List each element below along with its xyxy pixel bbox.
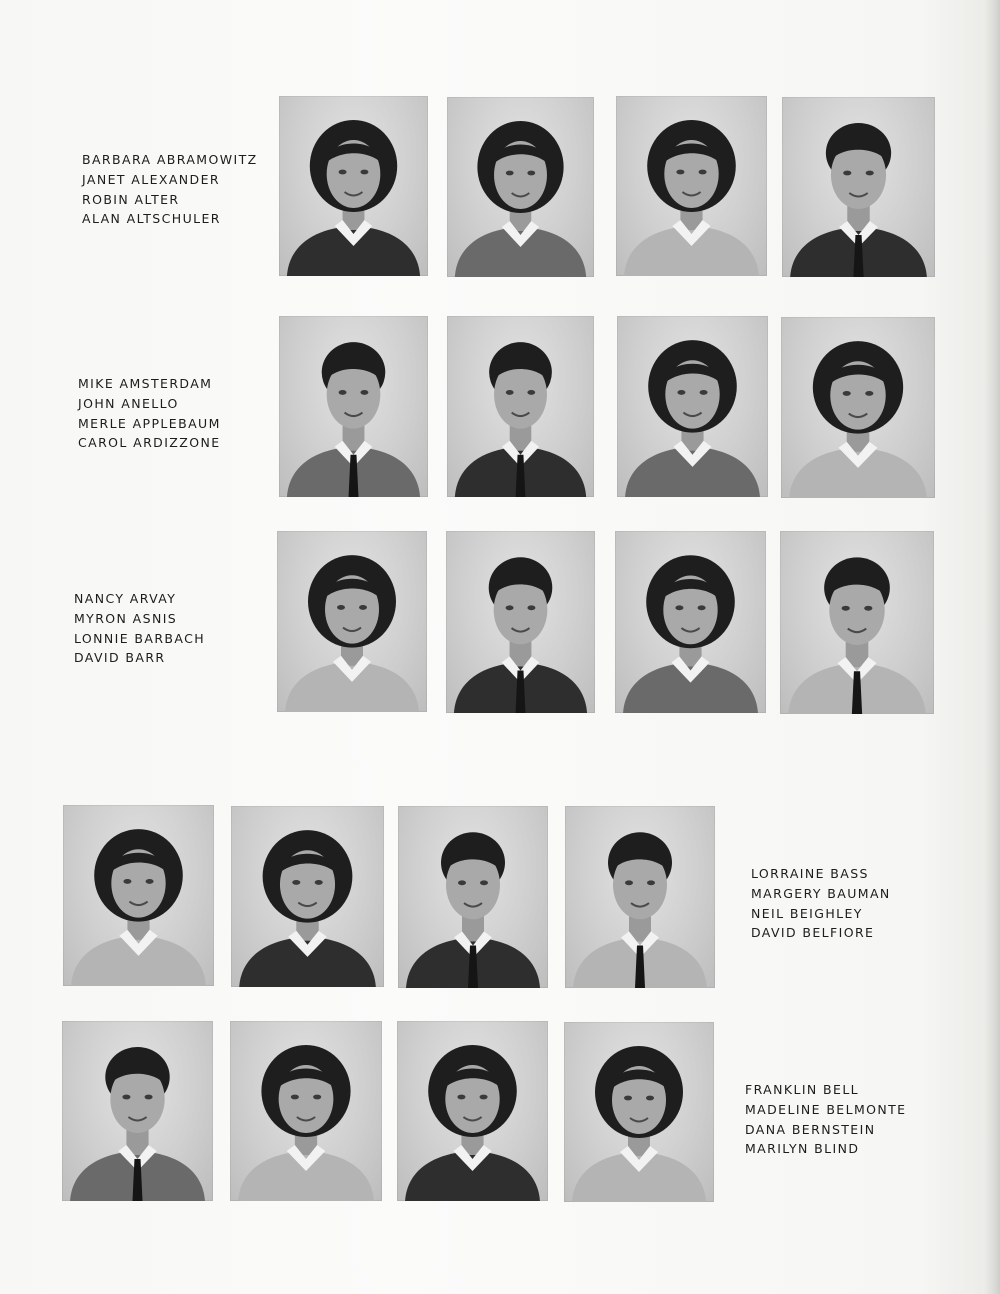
student-portrait xyxy=(781,317,935,498)
student-name: MADELINE BELMONTE xyxy=(745,1101,907,1117)
student-name: MARGERY BAUMAN xyxy=(751,885,891,901)
student-portrait xyxy=(279,316,428,497)
student-name: NEIL BEIGHLEY xyxy=(751,905,863,921)
student-portrait xyxy=(447,97,594,277)
student-name: DANA BERNSTEIN xyxy=(745,1121,876,1137)
student-name: LONNIE BARBACH xyxy=(74,630,206,646)
student-portrait xyxy=(447,316,594,497)
student-name: JANET ALEXANDER xyxy=(82,171,220,187)
student-name: MYRON ASNIS xyxy=(74,610,178,626)
student-portrait xyxy=(63,805,214,986)
page-edge-shadow xyxy=(984,0,1000,1294)
student-portrait xyxy=(617,316,768,497)
student-name: CAROL ARDIZZONE xyxy=(78,435,221,451)
student-portrait xyxy=(616,96,767,276)
student-name: MERLE APPLEBAUM xyxy=(78,415,221,431)
student-portrait xyxy=(615,531,766,713)
student-portrait xyxy=(398,806,548,988)
name-list xyxy=(78,374,221,453)
student-portrait xyxy=(279,96,428,276)
student-portrait xyxy=(231,806,384,987)
student-portrait xyxy=(780,531,934,714)
student-name: FRANKLIN BELL xyxy=(745,1082,860,1097)
student-name: MARILYN BLIND xyxy=(745,1141,860,1157)
name-list xyxy=(745,1080,906,1159)
student-name: ALAN ALTSCHULER xyxy=(82,211,221,227)
student-portrait xyxy=(565,806,715,988)
name-list xyxy=(82,150,258,229)
student-name: NANCY ARVAY xyxy=(74,591,177,606)
student-name: MIKE AMSTERDAM xyxy=(78,376,213,391)
student-name: LORRAINE BASS xyxy=(751,866,869,881)
student-name: DAVID BARR xyxy=(74,650,166,666)
student-portrait xyxy=(62,1021,213,1201)
student-portrait xyxy=(564,1022,714,1202)
student-name: JOHN ANELLO xyxy=(78,395,179,411)
student-name: DAVID BELFIORE xyxy=(751,925,875,941)
student-portrait xyxy=(277,531,427,712)
name-list xyxy=(751,864,891,943)
student-portrait xyxy=(397,1021,548,1201)
student-name: BARBARA ABRAMOWITZ xyxy=(82,152,258,167)
name-list xyxy=(74,589,205,668)
student-portrait xyxy=(782,97,935,277)
student-portrait xyxy=(230,1021,382,1201)
student-name: ROBIN ALTER xyxy=(82,191,180,207)
student-portrait xyxy=(446,531,595,713)
